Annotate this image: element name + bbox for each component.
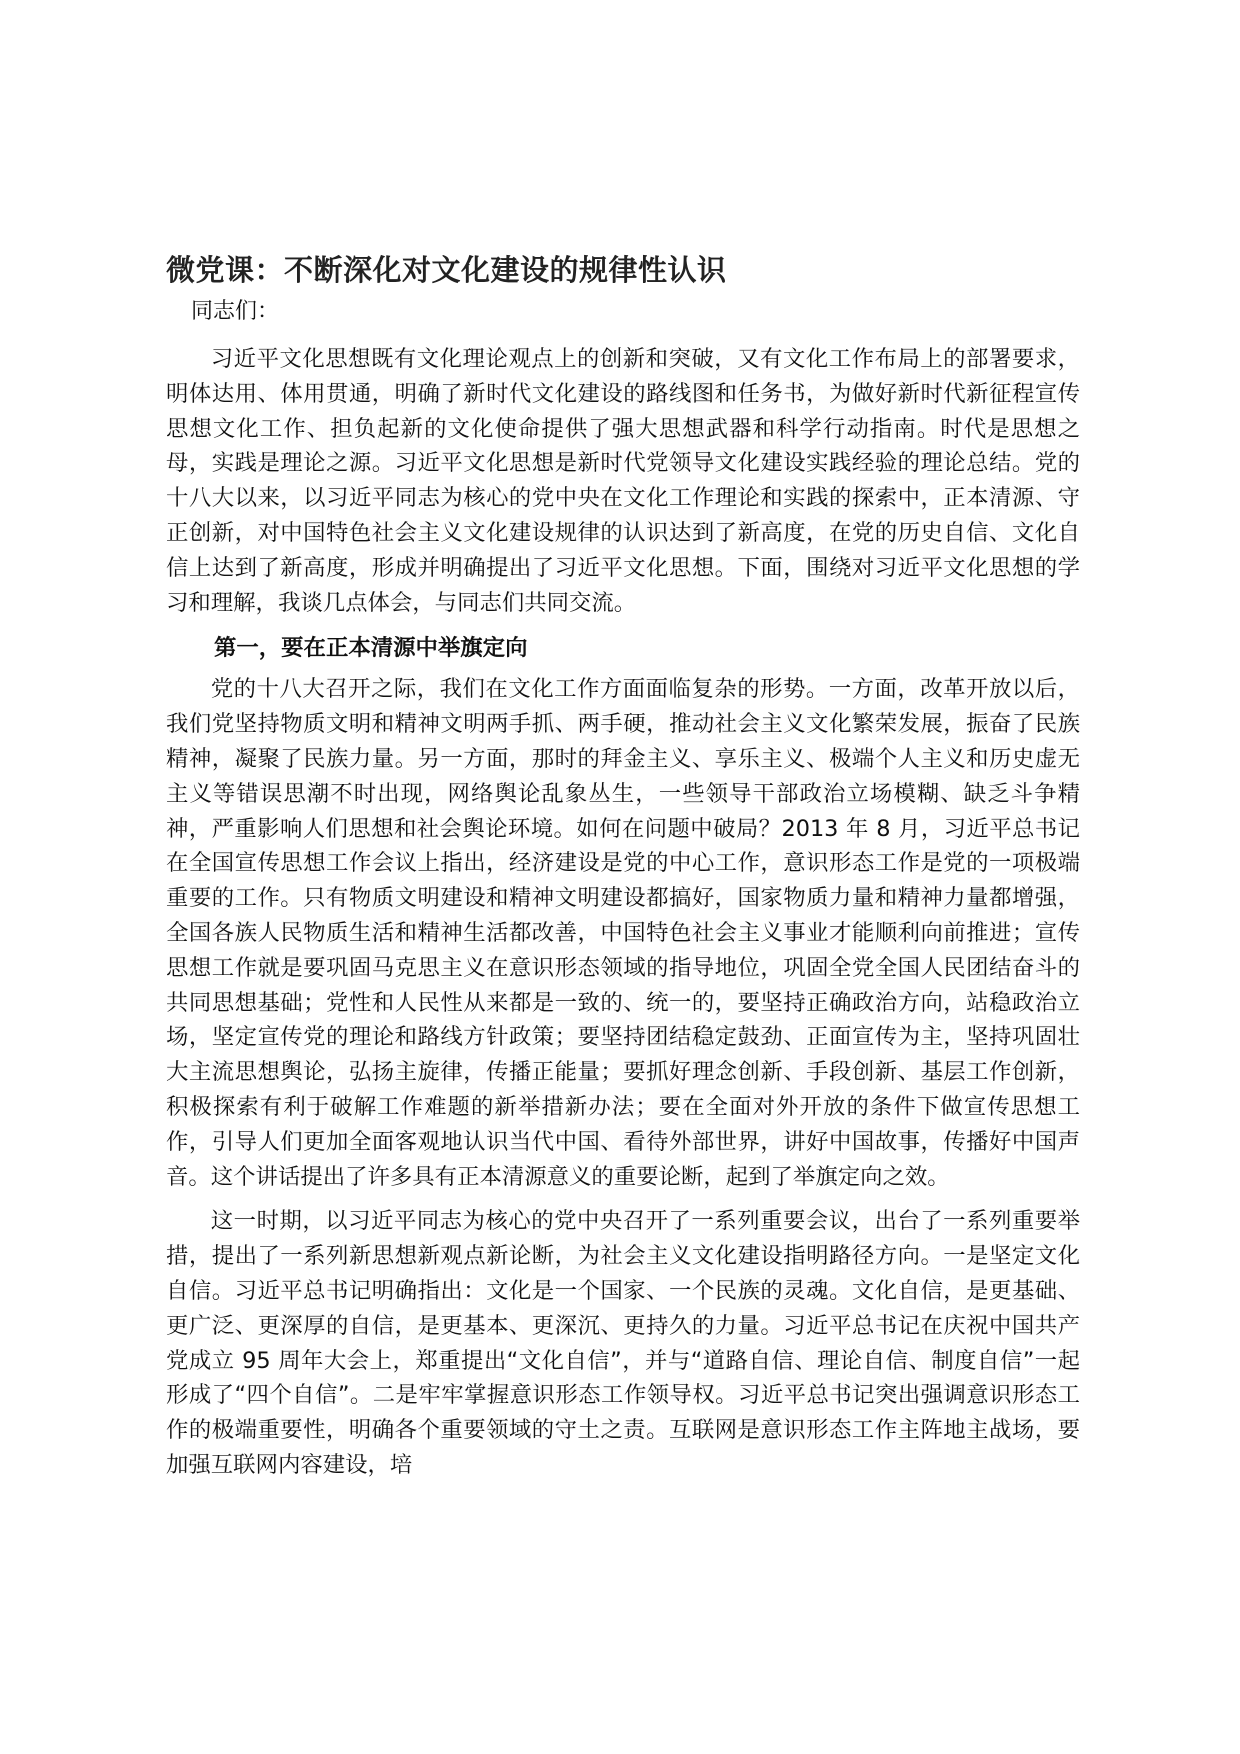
document-page: [166, 250, 1080, 1493]
document-title: 微党课：不断深化对文化建设的规律性认识: [166, 253, 727, 287]
section1-paragraph-1: 党的十八大召开之际，我们在文化工作方面面临复杂的形势。一方面，改革开放以后，我们党坚持物质文明和精神文明两手抓、两手硬，推动社会主义文化繁荣发展，振奋了民族精神，凝聚了民族力量。另一方面，那时的拜金主义、享乐主义、极端个人主义和历史虚无主义等错误思潮不时出现，网络舆论乱象丛生，一些领导干部政治立场模糊、缺乏斗争精神，严重影响人们思想和社会舆论环境。如何在问题中破局？2013 年 8 月，习近平总书记在全国宣传思想工作会议上指出，经济建设是党的中心工作，意识形态工作是党的一项极端重要的工作。只有物质文明建设和精神文明建设都搞好，国家物质力量和精神力量都增强，全国各族人民物质生活和精神生活都改善，中国特色社会主义事业才能顺利向前推进；宣传思想工作就是要巩固马克思主义在意识形态领域的指导地位，巩固全党全国人民团结奋斗的共同思想基础；党性和人民性从来都是一致的、统一的，要坚持正确政治方向，站稳政治立场，坚定宣传党的理论和路线方针政策；要坚持团结稳定鼓劲、正面宣传为主，坚持巩固壮大主流思想舆论，弘扬主旋律，传播正能量；要抓好理念创新、手段创新、基层工作创新，积极探索有利于破解工作难题的新举措新办法；要在全面对外开放的条件下做宣传思想工作，引导人们更加全面客观地认识当代中国、看待外部世界，讲好中国故事，传播好中国声音。这个讲话提出了许多具有正本清源意义的重要论断，起到了举旗定向之效。: [166, 676, 1080, 1190]
section1-paragraph-2: 这一时期，以习近平同志为核心的党中央召开了一系列重要会议，出台了一系列重要举措，提出了一系列新思想新观点新论断，为社会主义文化建设指明路径方向。一是坚定文化自信。习近平总书记明确指出：文化是一个国家、一个民族的灵魂。文化自信，是更基础、更广泛、更深厚的自信，是更基本、更深沉、更持久的力量。习近平总书记在庆祝中国共产党成立 95 周年大会上，郑重提出“文化自信”，并与“道路自信、理论自信、制度自信”一起形成了“四个自信”。二是牢牢掌握意识形态工作领导权。习近平总书记突出强调意识形态工作的极端重要性，明确各个重要领域的守土之责。互联网是意识形态工作主阵地主战场，要加强互联网内容建设，培: [166, 1208, 1080, 1478]
salutation: 同志们：: [191, 299, 280, 324]
section-heading-1: 第一，要在正本清源中举旗定向: [214, 635, 528, 662]
intro-paragraph: 习近平文化思想既有文化理论观点上的创新和突破，又有文化工作布局上的部署要求，明体达用、体用贯通，明确了新时代文化建设的路线图和任务书，为做好新时代新征程宣传思想文化工作、担负起新的文化使命提供了强大思想武器和科学行动指南。时代是思想之母，实践是理论之源。习近平文化思想是新时代党领导文化建设实践经验的理论总结。党的十八大以来，以习近平同志为核心的党中央在文化工作理论和实践的探索中，正本清源、守正创新，对中国特色社会主义文化建设规律的认识达到了新高度，在党的历史自信、文化自信上达到了新高度，形成并明确提出了习近平文化思想。下面，围绕对习近平文化思想的学习和理解，我谈几点体会，与同志们共同交流。: [166, 346, 1080, 616]
